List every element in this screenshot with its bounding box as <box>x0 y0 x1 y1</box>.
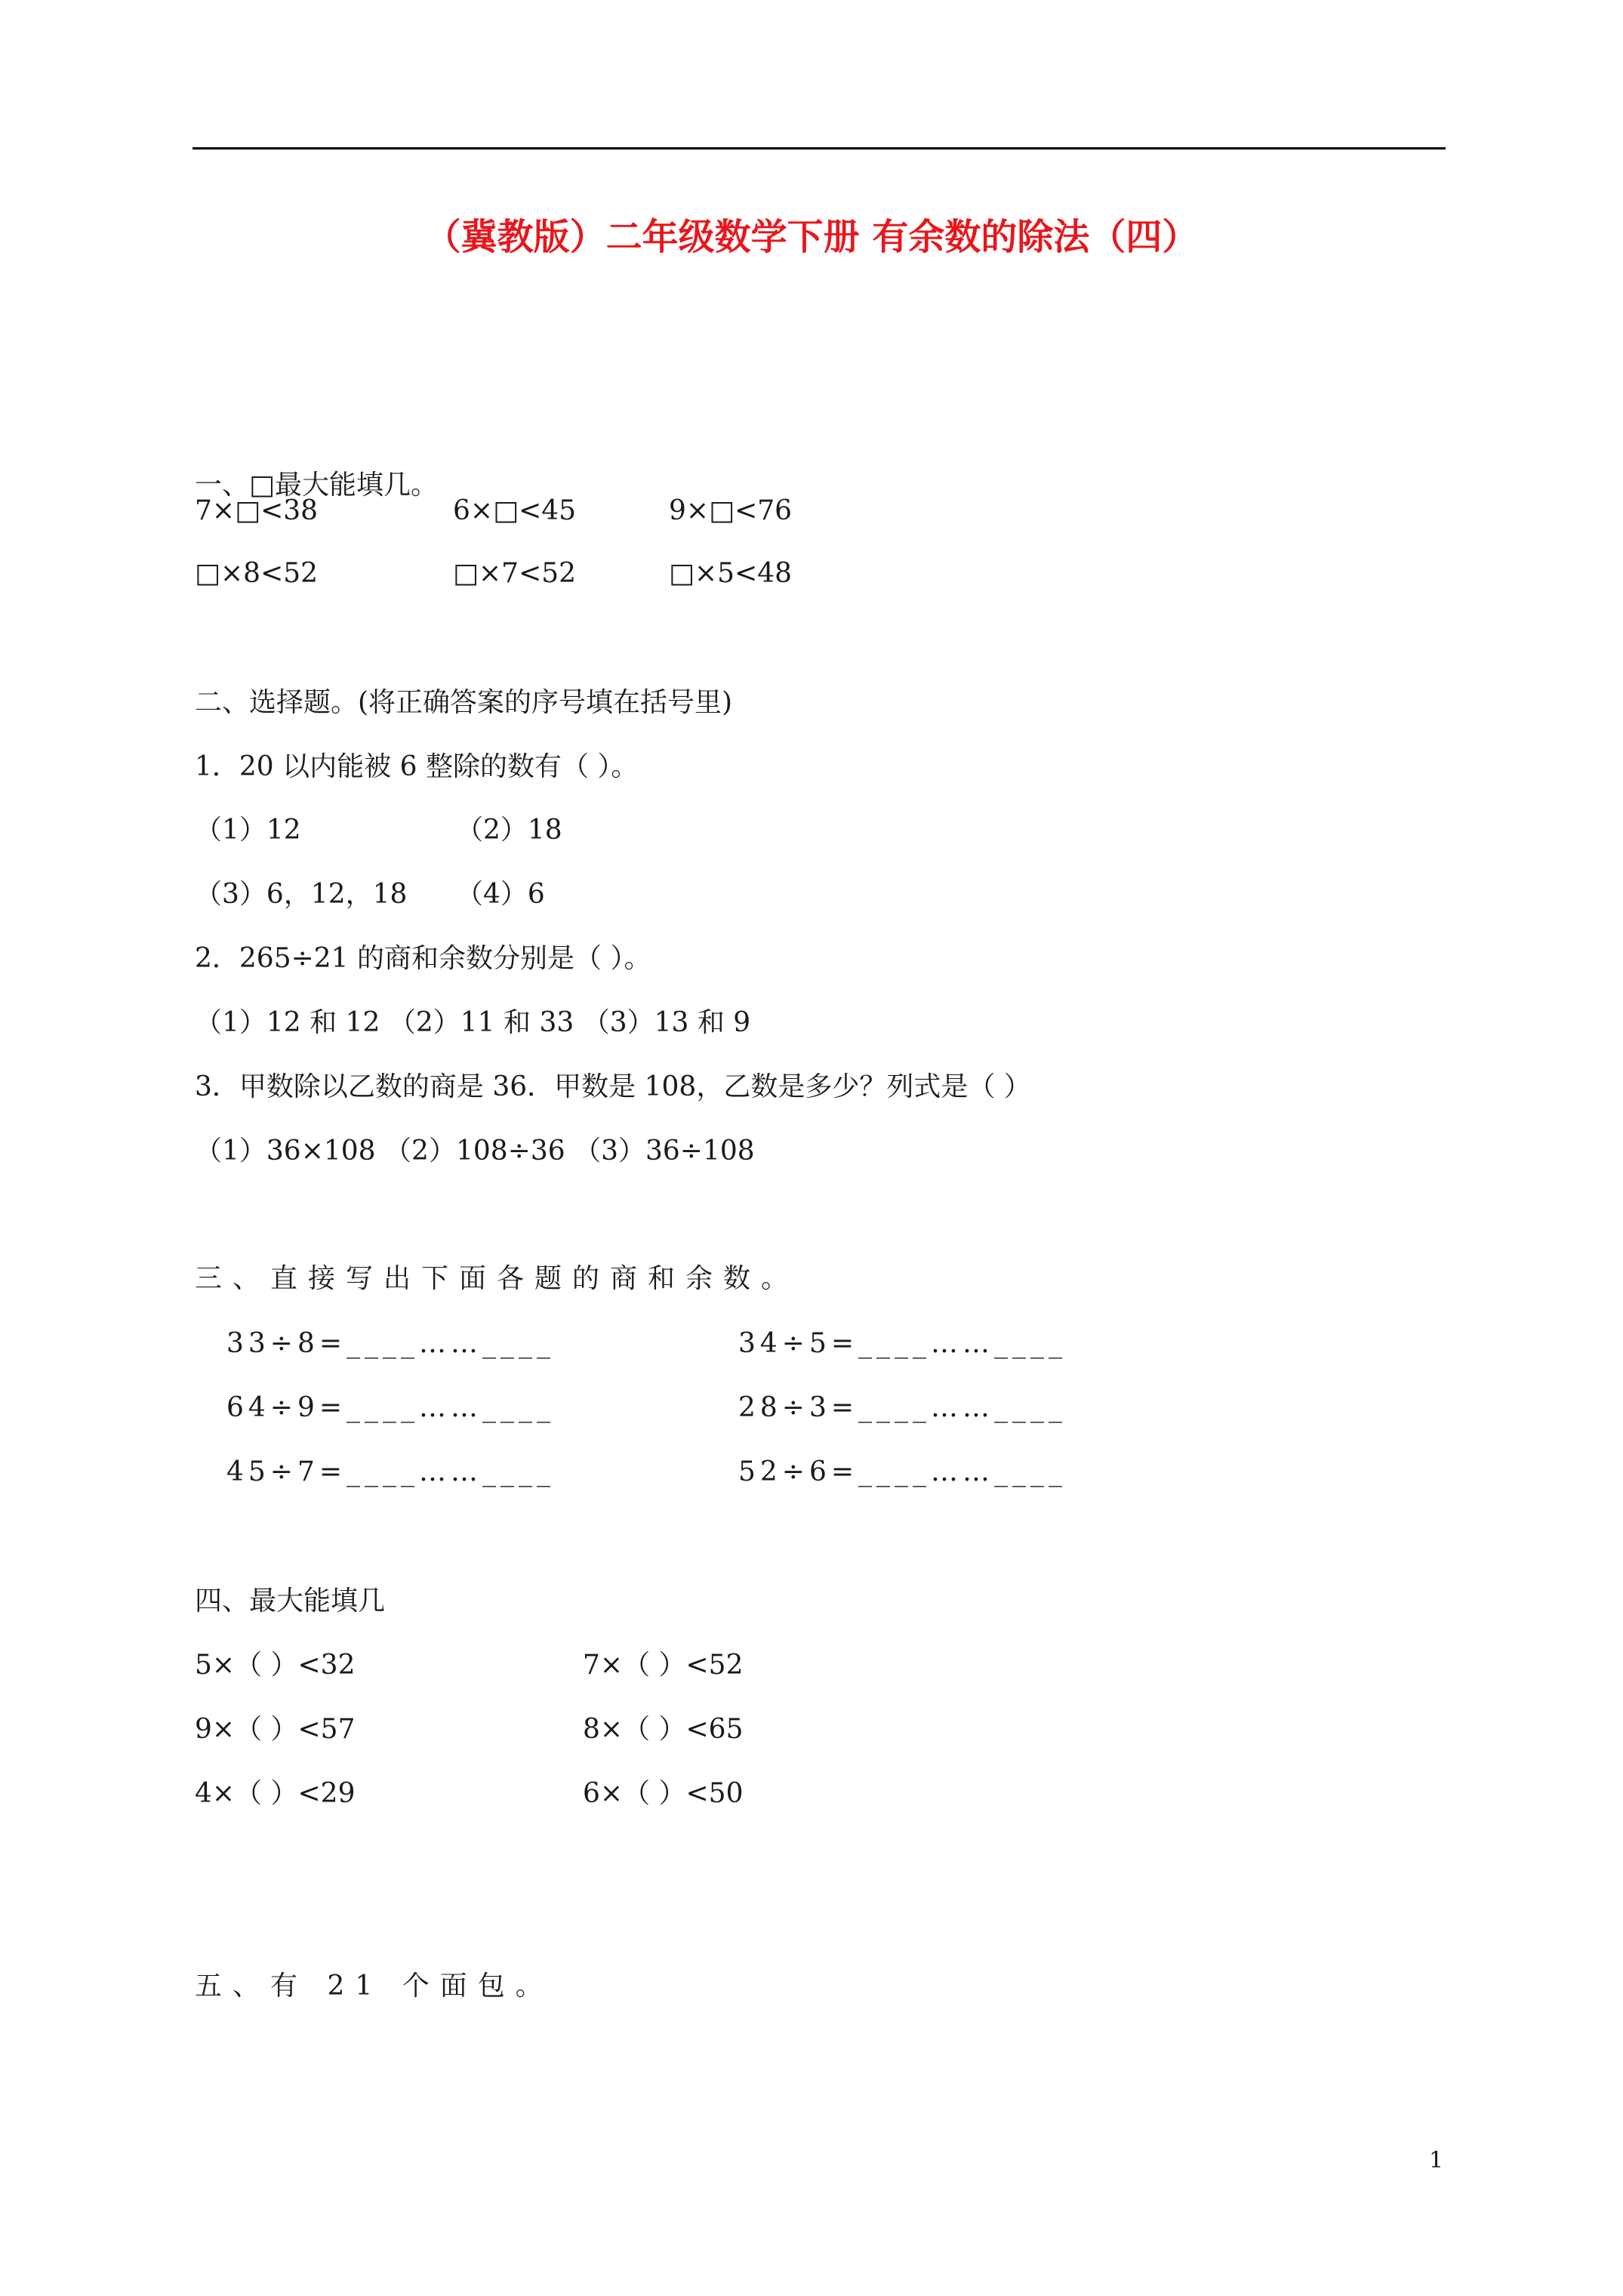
s1-r2-c2: □×7<52 <box>453 558 577 589</box>
s3-left-2: 64÷9=____……____ <box>226 1392 556 1423</box>
s3-left-3: 45÷7=____……____ <box>226 1456 556 1487</box>
q1-option-4: （4）6 <box>456 879 545 910</box>
s1-r1-c1: 7×□<38 <box>195 495 319 526</box>
s3-right-2: 28÷3=____……____ <box>738 1392 1067 1423</box>
s3-left-1: 33÷8=____……____ <box>226 1328 556 1359</box>
document-title: （冀教版）二年级数学下册 有余数的除法（四） <box>424 216 1199 258</box>
question-1: 1．20 以内能被 6 整除的数有（ ）。 <box>195 751 639 782</box>
question-2: 2．265÷21 的商和余数分别是（ ）。 <box>195 943 651 974</box>
s4-left-1: 5×（ ）<32 <box>195 1650 356 1681</box>
q3-options: （1）36×108 （2）108÷36 （3）36÷108 <box>195 1136 755 1166</box>
section5-heading: 五、有 21 个面包。 <box>195 1971 553 2002</box>
s4-left-3: 4×（ ）<29 <box>195 1778 356 1809</box>
s3-right-3: 52÷6=____……____ <box>738 1456 1067 1487</box>
section1-heading: 一、□最大能填几。 <box>195 470 439 501</box>
q2-options: （1）12 和 12 （2）11 和 33 （3）13 和 9 <box>195 1007 751 1038</box>
q1-option-2: （2）18 <box>456 815 562 846</box>
q1-option-3: （3）6，12，18 <box>195 879 408 910</box>
s4-left-2: 9×（ ）<57 <box>195 1714 356 1745</box>
header-rule <box>192 147 1446 149</box>
section3-heading: 三、直接写出下面各题的商和余数。 <box>195 1263 799 1294</box>
section4-heading: 四、最大能填几 <box>195 1586 386 1616</box>
s4-right-2: 8×（ ）<65 <box>583 1714 744 1745</box>
s1-r1-c2: 6×□<45 <box>453 495 577 526</box>
s3-right-1: 34÷5=____……____ <box>738 1328 1067 1359</box>
page-number: 1 <box>1429 2147 1444 2174</box>
s1-r2-c1: □×8<52 <box>195 558 319 589</box>
s4-right-1: 7×（ ）<52 <box>583 1650 744 1681</box>
question-3: 3．甲数除以乙数的商是 36．甲数是 108，乙数是多少？列式是（ ） <box>195 1071 1031 1102</box>
s1-r1-c3: 9×□<76 <box>669 495 793 526</box>
q1-option-1: （1）12 <box>195 815 301 846</box>
s1-r2-c3: □×5<48 <box>669 558 793 589</box>
section2-heading: 二、选择题。(将正确答案的序号填在括号里) <box>195 687 733 718</box>
s4-right-3: 6×（ ）<50 <box>583 1778 744 1809</box>
